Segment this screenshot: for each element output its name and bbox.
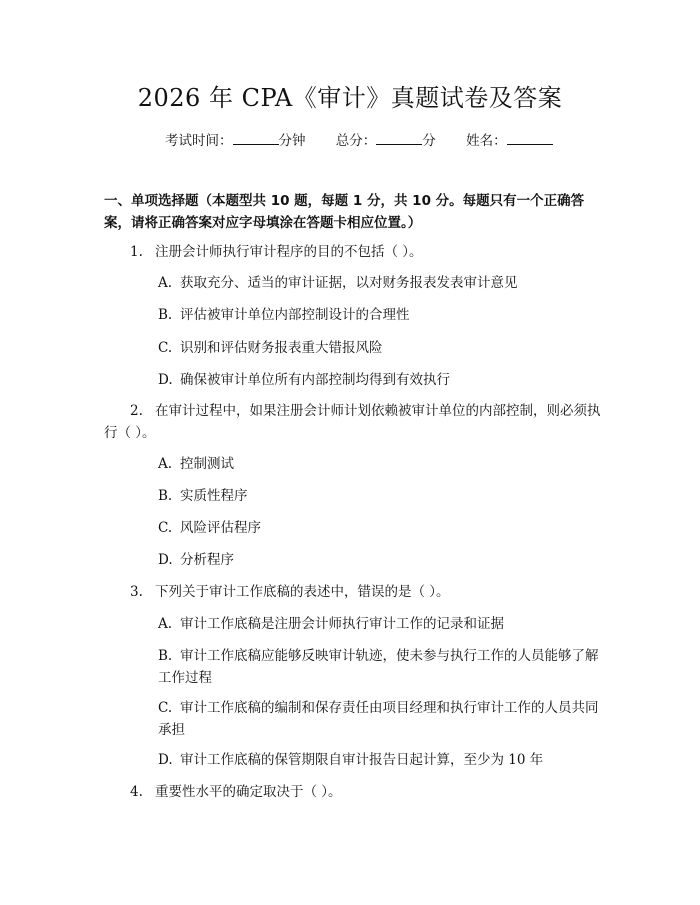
option-letter: B. — [158, 488, 173, 504]
question-number: 2. — [130, 403, 143, 419]
question-1-option-a — [104, 272, 604, 294]
question-1-option-d — [104, 369, 604, 391]
name-label: 姓名： — [466, 133, 507, 149]
option-text: 控制测试 — [180, 456, 234, 472]
option-text: 审计工作底稿的保管期限自审计报告日起计算，至少为 10 年 — [180, 752, 544, 768]
exam-title: 2026 年 CPA《审计》真题试卷及答案 — [137, 84, 563, 112]
option-letter: D. — [158, 752, 173, 768]
option-text: 审计工作底稿应能够反映审计轨迹，使未参与执行工作的人员能够了解工作过程 — [158, 648, 599, 686]
exam-meta — [165, 130, 553, 152]
question-2-option-c — [104, 517, 604, 539]
question-2-option-a — [104, 453, 604, 475]
question-3-option-d — [104, 749, 604, 771]
question-3-option-c — [104, 697, 604, 741]
exam-time-unit: 分钟 — [278, 133, 306, 149]
option-text: 审计工作底稿是注册会计师执行审计工作的记录和证据 — [180, 616, 504, 632]
option-letter: C. — [158, 700, 173, 716]
option-text: 评估被审计单位内部控制设计的合理性 — [180, 307, 410, 323]
option-text: 实质性程序 — [180, 488, 248, 504]
option-letter: A. — [158, 616, 173, 632]
question-3-option-b — [104, 645, 604, 689]
question-3 — [104, 581, 604, 603]
option-text: 审计工作底稿的编制和保存责任由项目经理和执行审计工作的人员共同承担 — [158, 700, 599, 738]
exam-time-label: 考试时间： — [165, 133, 233, 149]
question-text: 重要性水平的确定取决于（ ）。 — [155, 784, 342, 800]
total-score-unit: 分 — [422, 133, 436, 149]
question-number: 4. — [130, 784, 143, 800]
question-2-option-b — [104, 485, 604, 507]
option-letter: B. — [158, 307, 173, 323]
question-text: 注册会计师执行审计程序的目的不包括（ ）。 — [155, 244, 423, 260]
option-text: 识别和评估财务报表重大错报风险 — [180, 340, 383, 356]
option-letter: C. — [158, 520, 173, 536]
question-2-option-d — [104, 549, 604, 571]
question-number: 3. — [130, 584, 143, 600]
section-heading: 一、单项选择题（本题型共 10 题，每题 1 分，共 10 分。每题只有一个正确答案，请将正确答案对应字母填涂在答题卡相应位置。） — [104, 193, 585, 231]
question-3-option-a — [104, 613, 604, 635]
option-text: 确保被审计单位所有内部控制均得到有效执行 — [180, 372, 450, 388]
question-text: 在审计过程中，如果注册会计师计划依赖被审计单位的内部控制，则必须执行（ ）。 — [104, 403, 601, 441]
option-letter: D. — [158, 552, 173, 568]
option-text: 获取充分、适当的审计证据，以对财务报表发表审计意见 — [180, 275, 518, 291]
total-score-label: 总分： — [335, 133, 377, 149]
question-1 — [104, 241, 604, 263]
option-letter: A. — [158, 456, 173, 472]
total-score-blank — [376, 130, 422, 145]
name-blank — [507, 130, 553, 145]
question-2 — [104, 400, 604, 444]
question-4 — [104, 781, 604, 803]
question-1-option-b — [104, 304, 604, 326]
question-number: 1. — [130, 244, 143, 260]
option-letter: C. — [158, 340, 173, 356]
option-text: 风险评估程序 — [180, 520, 261, 536]
exam-time-blank — [233, 130, 279, 145]
total-score-field — [336, 130, 436, 152]
name-field — [466, 130, 553, 152]
option-letter: D. — [158, 372, 173, 388]
question-text: 下列关于审计工作底稿的表述中，错误的是（ ）。 — [155, 584, 450, 600]
option-letter: B. — [158, 648, 173, 664]
option-letter: A. — [158, 275, 173, 291]
option-text: 分析程序 — [180, 552, 234, 568]
question-1-option-c — [104, 337, 604, 359]
exam-time-field — [165, 130, 306, 152]
